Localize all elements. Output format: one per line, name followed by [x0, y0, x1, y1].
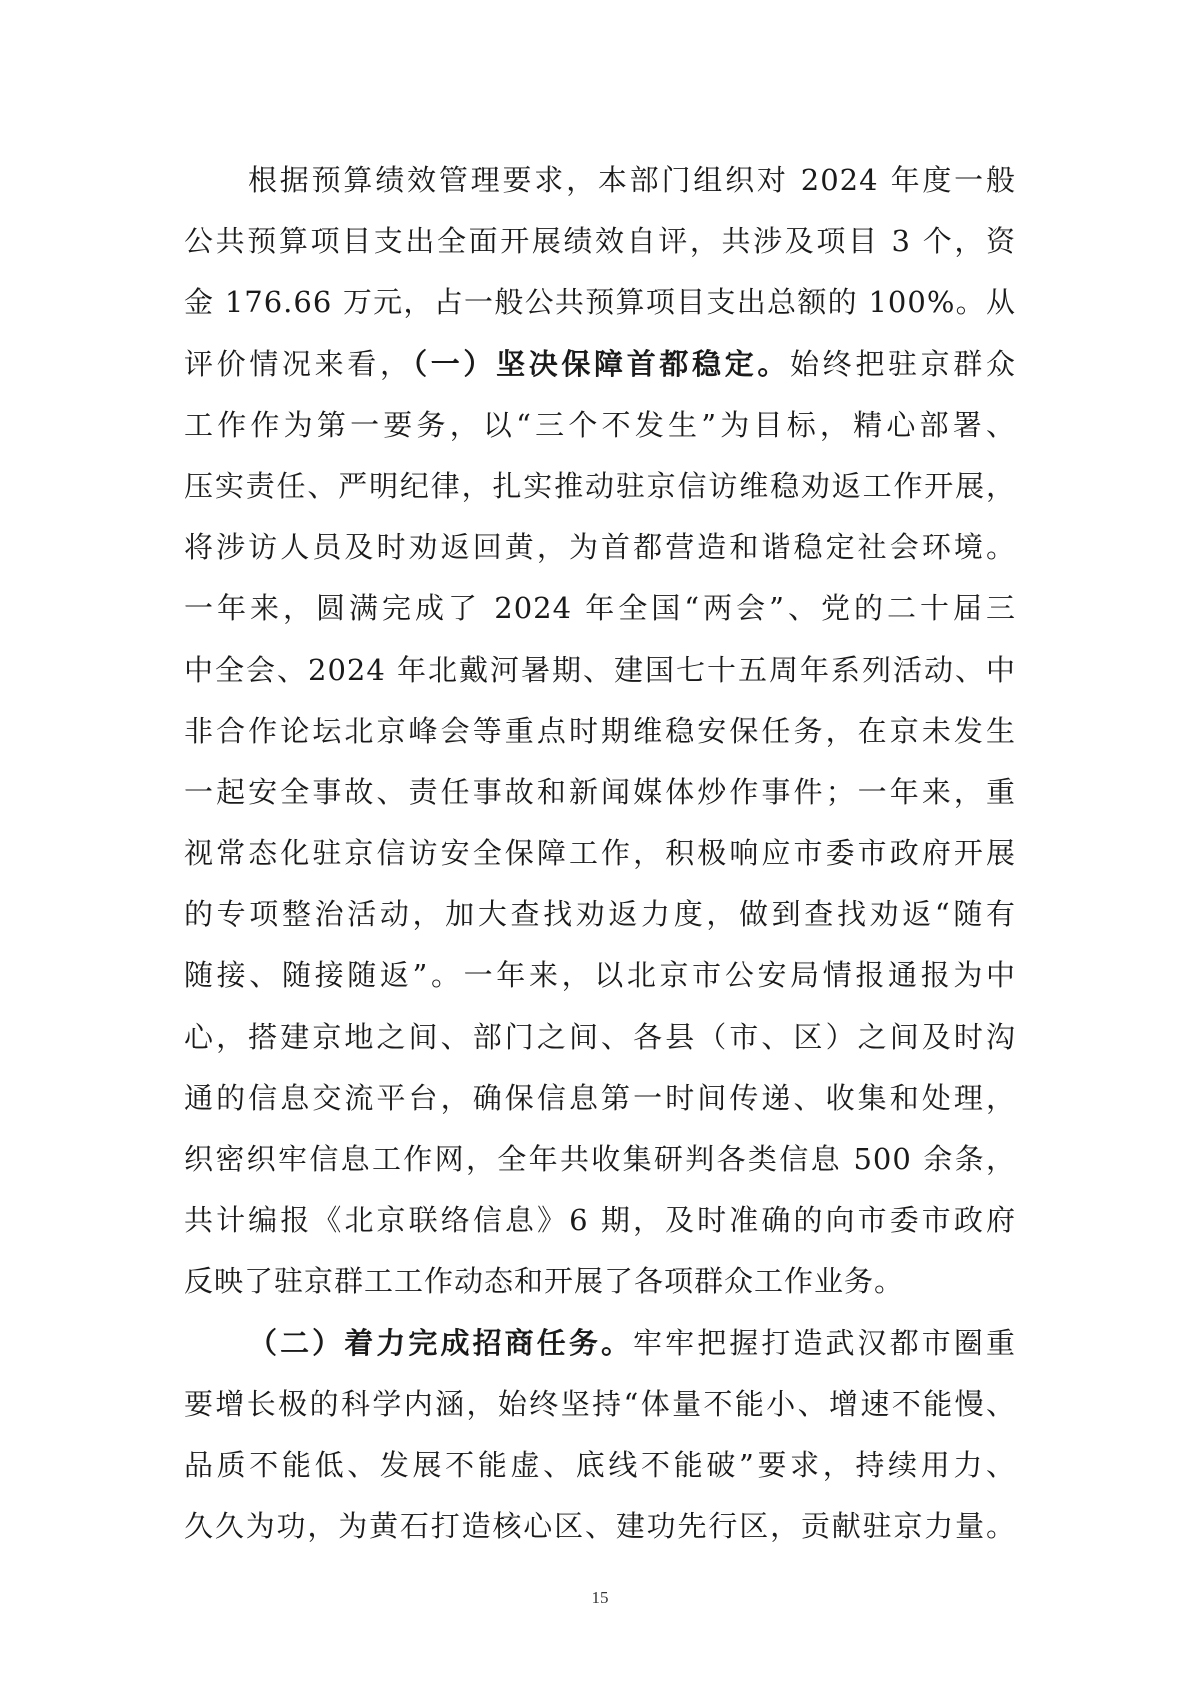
text-line: 通的信息交流平台，确保信息第一时间传递、收集和处理，: [184, 1080, 1016, 1115]
text-line: 一起安全事故、责任事故和新闻媒体炒作事件；一年来，重: [184, 774, 1016, 809]
text-line: 随接、随接随返”。一年来，以北京市公安局情报通报为中: [184, 958, 1016, 993]
text-line: 的专项整治活动，加大查找劝返力度，做到查找劝返“随有: [184, 897, 1016, 932]
text-line: 压实责任、严明纪律，扎实推动驻京信访维稳劝返工作开展，: [184, 468, 1016, 503]
page-number: 15: [591, 1588, 609, 1607]
body-text: [184, 150, 1016, 1557]
text-line: 要增长极的科学内涵，始终坚持“体量不能小、增速不能慢、: [184, 1386, 1016, 1421]
text-line: 久久为功，为黄石打造核心区、建功先行区，贡献驻京力量。: [184, 1509, 1016, 1544]
section-heading-1: （一）坚决保障首都稳定。: [412, 346, 791, 381]
text-segment: 始终把驻京群众: [790, 346, 1016, 381]
text-line: 视常态化驻京信访安全保障工作，积极响应市委市政府开展: [184, 836, 1016, 871]
text-line: 非合作论坛北京峰会等重点时期维稳安保任务，在京未发生: [184, 713, 1016, 748]
text-line: 根据预算绩效管理要求，本部门组织对 2024 年度一般: [248, 163, 1016, 197]
text-line-with-heading: [184, 334, 1016, 395]
text-line: 金 176.66 万元，占一般公共预算项目支出总额的 100%。从: [184, 285, 1016, 320]
text-line: 工作作为第一要务，以“三个不发生”为目标，精心部署、: [184, 407, 1016, 442]
text-line: 心，搭建京地之间、部门之间、各县（市、区）之间及时沟: [184, 1019, 1016, 1054]
text-line: 品质不能低、发展不能虚、底线不能破”要求，持续用力、: [184, 1447, 1016, 1482]
text-line-with-heading: [184, 1313, 1016, 1374]
text-segment: 牢牢把握打造武汉都市圈重: [633, 1325, 1016, 1360]
text-line: 一年来，圆满完成了 2024 年全国“两会”、党的二十届三: [184, 591, 1016, 626]
section-heading-2: （二）着力完成招商任务。: [248, 1325, 634, 1360]
text-line: 中全会、2024 年北戴河暑期、建国七十五周年系列活动、中: [184, 652, 1016, 687]
text-line: 将涉访人员及时劝返回黄，为首都营造和谐稳定社会环境。: [184, 530, 1016, 565]
text-line: 反映了驻京群工工作动态和开展了各项群众工作业务。: [184, 1264, 905, 1299]
text-line: 共计编报《北京联络信息》6 期，及时准确的向市委市政府: [184, 1203, 1016, 1238]
text-line: 织密织牢信息工作网，全年共收集研判各类信息 500 余条，: [184, 1142, 1016, 1176]
text-line: 公共预算项目支出全面开展绩效自评，共涉及项目 3 个，资: [184, 224, 1016, 259]
text-segment: 评价情况来看，: [184, 346, 413, 381]
